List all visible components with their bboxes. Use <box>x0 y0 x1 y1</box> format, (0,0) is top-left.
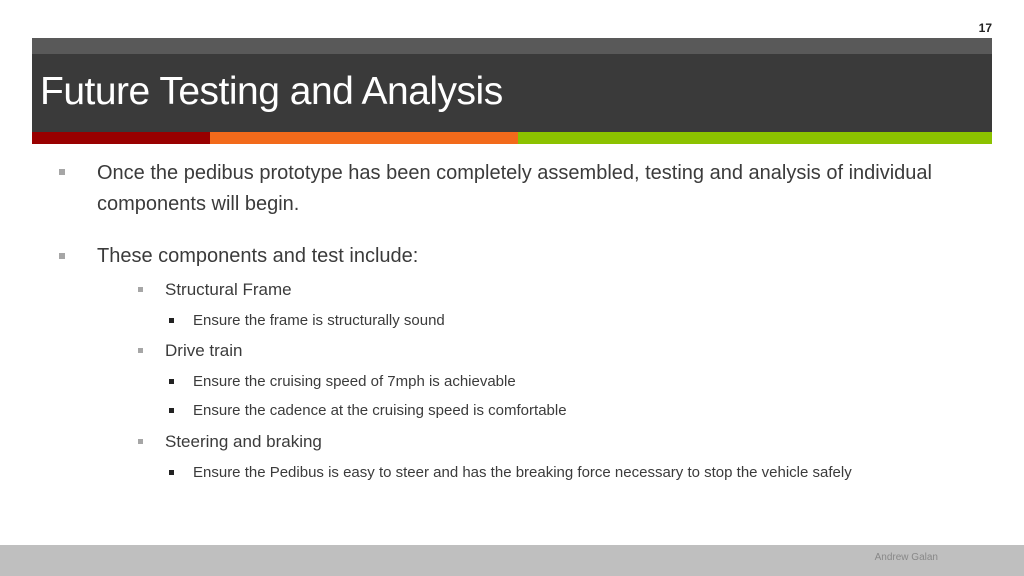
slide-title: Future Testing and Analysis <box>40 70 503 113</box>
bullet-marker <box>59 169 65 175</box>
sub-bullet-text: Steering and braking <box>165 432 322 451</box>
footer-author: Andrew Galan <box>874 552 938 563</box>
accent-bar-green <box>518 132 992 144</box>
sub-bullet-marker <box>138 287 143 292</box>
sub-sub-bullet-marker <box>169 408 174 413</box>
sub-sub-bullet-text: Ensure the frame is structurally sound <box>193 312 445 329</box>
accent-bar-red <box>32 132 210 144</box>
sub-sub-bullet-marker <box>169 470 174 475</box>
sub-sub-bullet-text: Ensure the cadence at the cruising speed is comfortable <box>193 402 567 419</box>
title-bar <box>32 54 992 132</box>
sub-sub-bullet-text: Ensure the Pedibus is easy to steer and has the breaking force necessary to stop the vehicle safely <box>193 464 852 481</box>
footer-bar <box>0 545 1024 576</box>
slide-number: 17 <box>978 21 992 35</box>
sub-bullet-text: Drive train <box>165 341 243 360</box>
sub-sub-bullet-marker <box>169 318 174 323</box>
accent-bar-orange <box>210 132 518 144</box>
title-top-strip <box>32 38 992 54</box>
bullet-text: Once the pedibus prototype has been completely assembled, testing and analysis of individual components will begin. <box>97 162 932 215</box>
sub-sub-bullet-marker <box>169 379 174 384</box>
bullet-marker <box>59 253 65 259</box>
bullet-text: These components and test include: <box>97 245 419 267</box>
sub-bullet-text: Structural Frame <box>165 280 292 299</box>
sub-bullet-marker <box>138 439 143 444</box>
sub-bullet-marker <box>138 348 143 353</box>
sub-sub-bullet-text: Ensure the cruising speed of 7mph is achievable <box>193 373 516 390</box>
